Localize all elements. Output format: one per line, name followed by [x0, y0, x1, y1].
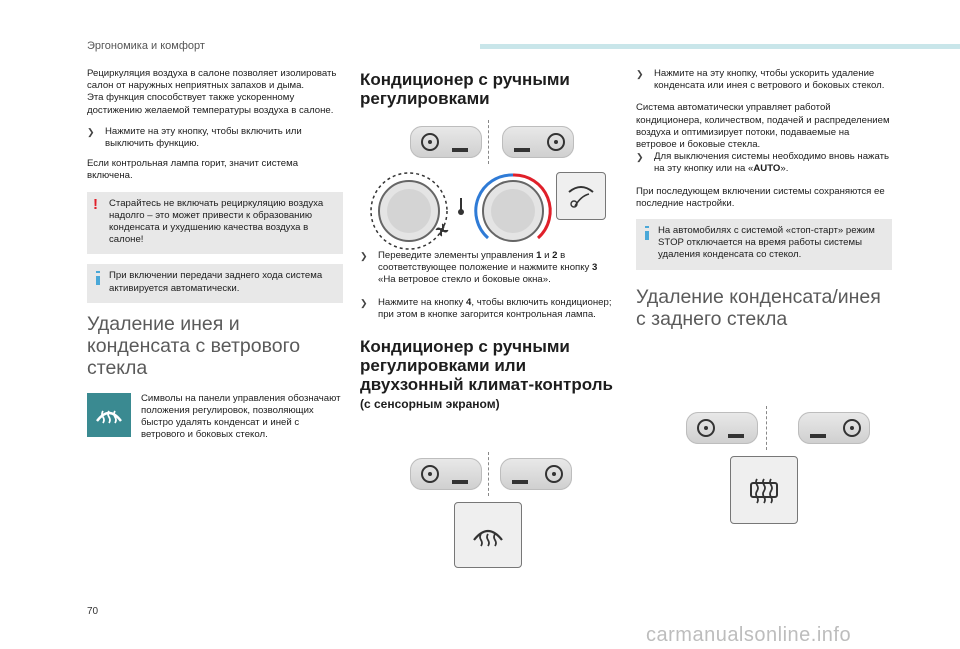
restore-text: При последующем включении системы сохраняются ее последние настройки.: [636, 185, 885, 209]
column-right: [636, 68, 892, 344]
bullet-arrow-icon: ❯: [636, 69, 644, 79]
recirculation-bullet: ❯ Нажмите на эту кнопку, чтобы включить или выключить функцию.: [87, 125, 302, 150]
temperature-icon: [456, 196, 466, 216]
vent-button-right[interactable]: [798, 412, 870, 444]
steering-wheel-icon: [696, 418, 716, 438]
indicator-bar: [810, 434, 826, 438]
watermark: carmanualsonline.info: [646, 624, 852, 646]
vent-button-right[interactable]: [502, 126, 574, 158]
column-middle-text: [360, 250, 616, 418]
windshield-side-windows-button[interactable]: [556, 172, 606, 220]
defrost-bullet-2: ❯ Для выключения системы необходимо вновь нажать на эту кнопку или на «AUTO».: [636, 151, 889, 175]
heading-dual-zone-sub: (с сенсорным экраном): [360, 397, 500, 412]
steering-wheel-icon: [420, 132, 440, 152]
page-header: [0, 0, 960, 60]
heading-rear-defrost: Удаление конденсата/инея с заднего стекла: [636, 285, 881, 330]
header-accent-bar: [480, 44, 960, 49]
indicator-bar: [728, 434, 744, 438]
touchscreen-illustration: [380, 452, 610, 572]
info-note-stop-start: На автомобилях с системой «стоп-старт» режим STOP отключается на время работы системы удаления конденсата со стекол.: [636, 219, 892, 270]
heading-manual-ac: Кондиционер с ручными регулировками: [360, 70, 570, 108]
rear-window-defrost-icon: [747, 475, 781, 505]
bullet-arrow-icon: ❯: [636, 152, 644, 163]
heading-dual-zone: Кондиционер с ручными регулировками или двухзонный климат-контроль: [360, 337, 613, 395]
fan-dial[interactable]: [366, 168, 452, 254]
windshield-airflow-icon: [565, 182, 597, 210]
bullet-arrow-icon: ❯: [360, 251, 368, 261]
defrost-bullet-1: ❯ Нажмите на эту кнопку, чтобы ускорить удаление конденсата или инея с ветрового и боковых стекол.: [636, 68, 885, 92]
divider-dashed: [488, 452, 489, 496]
indicator-bar: [514, 148, 530, 152]
divider-dashed: [488, 120, 489, 164]
front-defrost-button[interactable]: [454, 502, 522, 568]
page-number: 70: [87, 606, 99, 617]
temperature-dial[interactable]: [470, 168, 556, 254]
section-title: Эргономика и комфорт: [87, 40, 205, 52]
fan-icon: [434, 222, 450, 238]
indicator-bar: [452, 480, 468, 484]
vent-button-left[interactable]: [410, 458, 482, 490]
info-icon: [645, 226, 649, 240]
lamp-text: Если контрольная лампа горит, значит система включена.: [87, 158, 299, 182]
divider-dashed: [766, 406, 767, 450]
steering-wheel-icon: [420, 464, 440, 484]
steering-wheel-icon: [544, 464, 564, 484]
column-middle: [360, 68, 616, 112]
steering-wheel-icon: [842, 418, 862, 438]
rear-defrost-illustration: [680, 406, 910, 530]
info-icon: [96, 271, 100, 285]
system-text: Система автоматически управляет работой кондиционера, количеством, подачей и распределением воздуха и оптимизирует потоки, подаваемые на ветровое и боковые стекла.: [636, 102, 890, 151]
warning-note: ! Старайтесь не включать рециркуляцию воздуха надолго – это может привести к образованию конденсата и ухудшению качества воздуха в салоне!: [87, 192, 343, 255]
indicator-bar: [512, 480, 528, 484]
vent-button-left[interactable]: [410, 126, 482, 158]
heading-front-defrost: Удаление инея и конденсата с ветрового стекла: [87, 312, 301, 379]
steering-wheel-icon: [546, 132, 566, 152]
windshield-defrost-icon: [471, 520, 505, 550]
warning-exclamation-icon: !: [93, 195, 98, 213]
vent-button-left[interactable]: [686, 412, 758, 444]
vent-button-right[interactable]: [500, 458, 572, 490]
bullet-arrow-icon: ❯: [360, 297, 368, 308]
manual-controls-illustration: [360, 120, 616, 240]
indicator-bar: [452, 148, 468, 152]
bullet-arrow-icon: ❯: [87, 126, 95, 137]
rear-defrost-button[interactable]: [730, 456, 798, 524]
manual-bullet-1: ❯ Переведите элементы управления 1 и 2 в соответствующее положение и нажмите кнопку 3 «На ветровое стекло и боковые окна».: [360, 250, 598, 286]
windshield-defrost-icon: [87, 393, 131, 437]
manual-bullet-2: ❯ Нажмите на кнопку 4, чтобы включить кондиционер; при этом в кнопке загорится контрольная лампа.: [360, 296, 612, 320]
info-note-reverse: При включении передачи заднего хода система активируется автоматически.: [87, 264, 343, 302]
recirculation-intro: Рециркуляция воздуха в салоне позволяет изолировать салон от наружных неприятных запахов и дыма. Эта функция способствует также ускоренному достижению желаемой температуры воздуха в салоне.: [87, 68, 337, 116]
front-defrost-symbols: Символы на панели управления обозначают положения регулировок, позволяющих быстро удалять конденсат и иней с ветрового и боковых стекол.: [87, 393, 343, 442]
column-left: [87, 68, 343, 442]
